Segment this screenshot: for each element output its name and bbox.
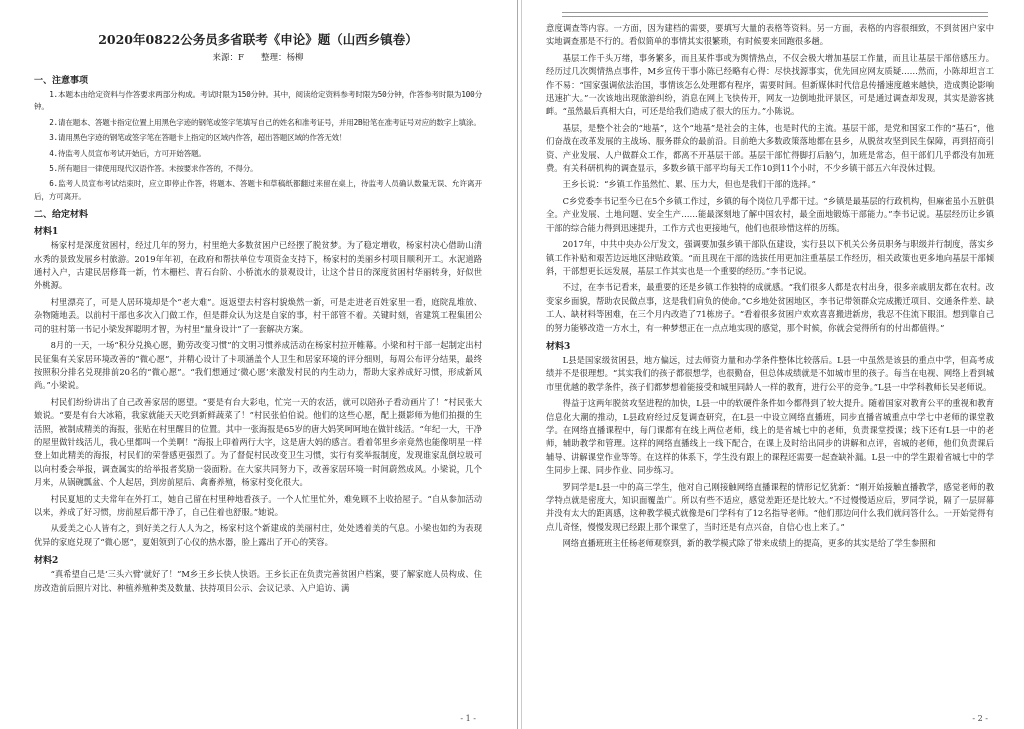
section-heading-materials: 二、给定材料 — [34, 210, 89, 221]
material-1-paragraph: 村里漂亮了，可是人居环境却是个“老大难”。返返望去村容村貌焕然一新，可是走进老百姓家里一看，庭院乱堆放、杂物随地丢。以前村干部也多次入门做工作，但是群众认为这是自家的事，村干部管不着。关键时刻，省建筑工程集团公司的驻村第一书记小梁发挥聪明才智，为村里“量身设计”了一套解决方案。 — [34, 296, 482, 334]
material-3-paragraph: 得益于这两年脱贫攻坚进程的加快，L县一中的软硬件条件如今都得到了较大提升。随着国家对教育公平的重视和教育信息化大潮的推动，L县政府经过反复调查研究，在L县一中设立网络直播班，同步直播省城重点中学七中老师的课堂教学。在网络直播课程中，每门课都有在线上两位老师，线上的是省城七中的老师，负责课堂授课；线下还有L县一中的老师，辅助教学和管理。这样的网络直播线上一线下配合，在课上及时给出同步的讲解和点评，省城的老师，他们负责课后辅导、讲解课堂作业等等。在这样的体系下，学生没有跟上的课程还需要一起查缺补漏。L县一中的学生跟着省城七中的学生同步上课、同步作业、同步练习。 — [546, 398, 994, 476]
material-1-heading: 材料1 — [34, 227, 59, 238]
material-1-paragraph: 杨家村是深度贫困村，经过几年的努力，村里绝大多数贫困户已经摆了脱贫梦。为了稳定增收，杨家村决心借助山清水秀的景致发展乡村旅游。2019年年初，在政府和帮扶单位专项资金支持下，杨家村的美丽乡村项目顺利开工。水泥道路通村入户，古建民居修葺一新，竹木栅栏、青石台阶、小桥流水的景观设计，让这个昔日的深度贫困村华丽转身，好似世外桃源。 — [34, 240, 482, 291]
page-1-content — [34, 24, 482, 598]
page-gap-line-2 — [521, 0, 522, 729]
document-page-1 — [14, 0, 496, 729]
document-source: 来源：F 整理：杨柳 — [212, 53, 304, 63]
material-3-paragraph: 罗同学是L县一中的高三学生，他对自己刚接触网络直播课程的情形记忆犹新：“刚开始接触直播教学，感觉老师的教学特点就是密度大，知识面覆盖广。所以有些不适应，感觉差距还是比较大。”不过慢慢适应后，罗同学说，隔了一层屏幕并没有太大的距离感，这种教学模式就像是6门学科有了12名指导老师。“他们那边问什么我们就问答什么。一开始觉得有点儿奇怪，慢慢发现已经跟上那个课堂了，当时还是有点兴奋，自信心也上来了。” — [546, 481, 994, 532]
material-2-paragraph: C乡党委李书记至今已在5个乡镇工作过，乡镇的每个岗位几乎都干过。“乡镇是最基层的行政机构，但麻雀虽小五脏俱全。产业发展、土地问题、安全生产……能最深刻地了解中国农村，最全面地锻炼干部能力。”李书记说。基层经历让乡镇干部的综合能力得到迅速提升，工作方式也更接地气，他们也很珍惜这样的历练。 — [546, 195, 994, 233]
material-3-paragraph: L县是国家级贫困县，地方偏远，过去师资力量和办学条件整体比较落后。L县一中虽然是该县的重点中学，但高考成绩并不是很理想。“其实我们的孩子都很想学，也很勤奋，但总体成绩就是不如城市里的孩子。每当在电视、网络上看到城市里优越的教学条件，孩子们都梦想着能接受和城里同龄人一样的教育，进行公平的竞争。”L县一中学科教师长吴老师说。 — [546, 354, 994, 392]
page-gap-line — [517, 0, 518, 729]
material-3-heading: 材料3 — [546, 341, 571, 352]
document-page-2 — [526, 0, 1008, 729]
material-1-paragraph: 村民夏旭的丈夫常年在外打工，她自己留在村里种地看孩子。一个人忙里忙外，难免顾不上收拾屋子。“自从参加活动以来，养成了好习惯，房前屋后都干净了，自己住着也舒服。”她说。 — [34, 493, 482, 517]
notice-item: 4.待监考人员宣布考试开始后，方可开始答题。 — [49, 148, 206, 158]
notice-item: 2.请在题本、答题卡指定位置上用黑色字迹的钢笔或签字笔填写自己的姓名和准考证号，并用2B铅笔在准考证号对应的数字上填涂。 — [49, 117, 481, 127]
material-2-paragraph: 2017年，中共中央办公厅发文，强调要加强乡镇干部队伍建设，实行县以下机关公务员职务与职级并行制度，落实乡镇工作补贴和艰苦边远地区津贴政策。“而且现在干部的选拔任用更加注重基层工作经历，相关政策也更多地向基层干部倾斜，干部想更长远发展，基层工作其实也是一个重要的经历。”李书记说。 — [546, 239, 994, 276]
material-2-paragraph: 基层工作千头万绪，事务繁多，而且某件事或为舆情热点，不仅会极大增加基层工作量，而且让基层干部倍感压力。经历过几次舆情热点事件，M乡宣传干事小陈已经略有心得：尽快找源事实，优先回应网友质疑……然而，小陈却坦言工作不易：“国家强调依法治国，事情该怎么处理都有程序，需要时间。但新媒体时代信息传播速度越来越快，造成舆论影响迅速扩大。”一次该地出现旅游纠纷，消息在网上飞快传开，网友一边倒地批评景区，可是通过调查却发现，其实是游客挑衅。“虽然最后真相大白，可还是给我们造成了很大的压力。”小陈说。 — [546, 52, 994, 117]
material-2-paragraph: 不过，在李书记看来，最重要的还是乡镇工作独特的成就感。“我们很多人都是农村出身，很多亲戚朋友都在农村。改变家乡面貌，帮助农民做点事，这是我们肩负的使命。”C乡地处贫困地区，李书记带领群众完成搬迁项目、交通条件差、缺工人、缺材料等困难，在三个月内改造了71栋房子。“看着很多贫困户欢欢喜喜搬进新房，我忍不住流下眼泪。想到靠自己的努力能够改造一方水土，有一种梦想正在一点点地实现的感觉，那个时候，你就会觉得所有的付出都值得。” — [546, 282, 994, 333]
material-1-paragraph: 村民们纷纷讲出了自己改善家居的愿望。“要是有台大彩电，忙完一天的农活，就可以陪孙子看动画片了！”村民张大娘说。“要是有台大冰箱，我家就能天天吃到新鲜蔬菜了！”村民张伯伯说。他们的这些心愿，配上摄影师为他们拍摄的生活照，被制成精美的海报，张贴在村里醒目的位置。其中一张海报是65岁的唐大妈笑呵呵地在做针线活。“年纪一大，干净的屋里做针线活儿，我心里都叫一个美啊！”海报上印着两行大字，这是唐大妈的感言。看着邻里乡亲竟然也能像明星一样登上如此精美的海报，村民们的荣誉感更强烈了。为了督促村民改变卫生习惯，实行有奖举报制度，发现谁家乱倒垃圾可以向村委会举报，调查属实的给举报者奖励一袋面粉。在大家共同努力下，改善家居环境一时间蔚然成风。小梁说，几个月来，从锅碗瓢盆、个人起居，到房前屋后、禽畜养殖，杨家村变化很大。 — [34, 396, 482, 488]
notice-item: 3.请用黑色字迹的钢笔或签字笔在答题卡上指定的区域内作答，超出答题区域的作答无效！ — [49, 133, 347, 143]
page-2-content — [546, 22, 994, 554]
material-3-paragraph: 网络直播班班主任杨老师观察到，新的教学模式除了带来成绩上的提高，更多的其实是给了学生参照和 — [562, 538, 936, 549]
page-number: - 1 - — [460, 714, 476, 723]
material-2-paragraph: 基层，是整个社会的“地基”，这个“地基”是社会的主体，也是时代的主流。基层干部，是党和国家工作的“基石”，他们奋战在改革发展的主战场、服务群众的最前沿。目前绝大多数政策落地都在县乡，从脱贫攻坚到民生保障，再到招商引资、产业发展、人户做群众工作，都离不开基层干部。基层干部忙得脚打后脑勺，加班是常态，但干部们几乎都没有加班费。有关科研机构的调查显示，多数乡镇干部平均每天工作10到11个小时，不少乡镇干部五六年没休过假。 — [546, 122, 994, 174]
page-number: - 2 - — [972, 714, 988, 723]
header-rule — [562, 12, 988, 17]
notice-item: 6.监考人员宣布考试结束时，应立即停止作答，将题本、答题卡和草稿纸都翻过来留在桌上，待监考人员确认数量无误、允许离开后，方可离开。 — [34, 179, 482, 201]
notice-item: 1.本题本由给定资料与作答要求两部分构成。考试时限为150分钟。其中，阅读给定资料参考时限为50分钟，作答参考时限为100分钟。 — [34, 90, 482, 112]
material-1-paragraph: 8月的一天，一场“积分兑换心愿，勤劳改变习惯”的文明习惯养成活动在杨家村拉开帷幕。小梁和村干部一起制定出村民征集有关家居环境改善的“微心愿”，并精心设计了卡项涵盖个人卫生和居家环境的评分细则，每周公布评分结果，最终按照积分排名兑现排前20名的“微心愿”。“我们想通过‘微心愿’来激发村民的内生动力，帮助大家养成好习惯，形成新风尚。”小梁说。 — [34, 340, 482, 391]
material-2-paragraph: 王乡长说：“乡镇工作虽然忙、累、压力大，但也是我们干部的选择。” — [562, 179, 816, 190]
section-heading-notices: 一、注意事项 — [34, 76, 89, 86]
notice-list — [34, 89, 482, 203]
material-2-heading: 材料2 — [34, 556, 59, 567]
material-2-paragraph: “真希望自己是‘三头六臂’就好了！”M乡王乡长快人快语。王乡长正在负责完善贫困户档案，要了解家庭人员构成、住房改造前后照片对比、种植养殖种类及数量、扶持项目公示、会议记录、入户追访、满 — [34, 569, 482, 593]
notice-item: 5.所有题目一律使用现代汉语作答。未按要求作答的，不得分。 — [49, 164, 258, 174]
document-title: 2020年0822公务员多省联考《申论》题（山西乡镇卷） — [98, 32, 418, 47]
material-2-paragraph: 意度调查等内容。一方面，因为建档的需要，要填写大量的表格等资料。另一方面，表格的内容很细致，不到贫困户家中实地调查那是不行的。看似简单的事情其实很繁琐，有时候要来回跑很多趟。 — [546, 23, 994, 47]
material-1-paragraph: 从爱美之心人皆有之，到好美之行人人为之，杨家村这个新建成的美丽村庄，处处透着美的气息。小梁也如约为表现优异的家庭兑现了“微心愿”，夏姐领到了心仪的热水器，脸上露出了开心的笑容。 — [34, 523, 482, 547]
